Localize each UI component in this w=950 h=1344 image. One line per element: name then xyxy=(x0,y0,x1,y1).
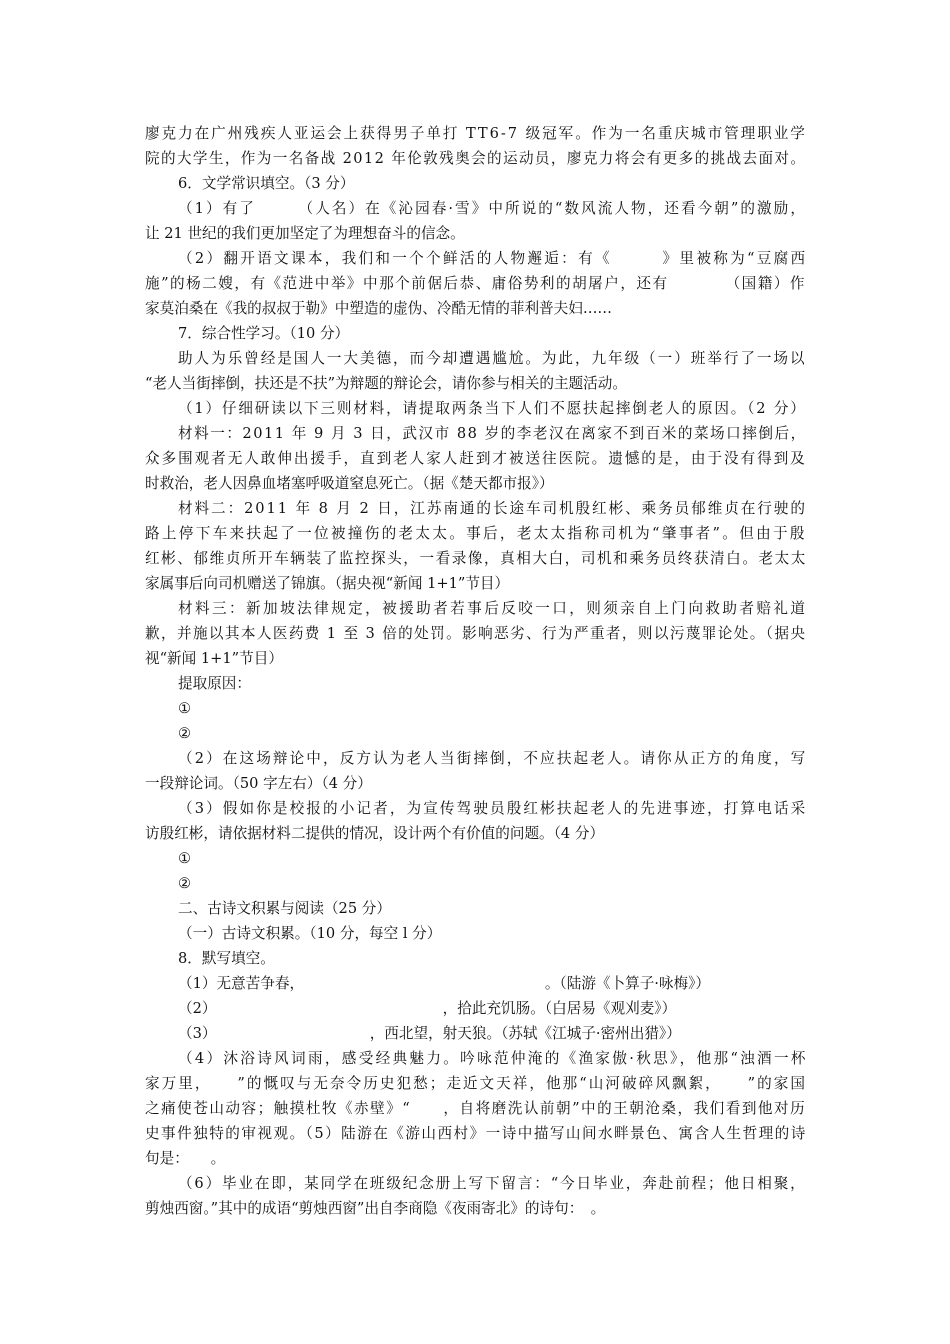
text-line: 提取原因： xyxy=(178,675,251,692)
text-line: 剪烛西窗。”其中的成语“剪烛西窗”出自李商隐《夜雨寄北》的诗句： 。 xyxy=(145,1200,606,1217)
question-heading: 6．文学常识填空。（3 分） xyxy=(178,175,355,192)
question-heading: 7．综合性学习。（10 分） xyxy=(178,325,350,342)
text-line: 助人为乐曾经是国人一大美德，而今却遭遇尴尬。为此，九年级（一）班举行了一场以 xyxy=(178,350,807,367)
text-line: （3） ，西北望，射天狼。（苏轼《江城子·密州出猎》） xyxy=(178,1025,681,1042)
text-line: 廖克力在广州残疾人亚运会上获得男子单打 TT6-7 级冠军。作为一名重庆城市管理职业学 xyxy=(145,125,807,142)
text-line: （3）假如你是校报的小记者，为宣传驾驶员殷红彬扶起老人的先进事迹，打算电话采 xyxy=(178,800,808,817)
text-line: 材料三：新加坡法律规定，被援助者若事后反咬一口，则须亲自上门向救助者赔礼道 xyxy=(178,600,808,617)
answer-marker: ① xyxy=(178,700,192,717)
answer-marker: ① xyxy=(178,850,192,867)
text-line: （1）无意苦争春， 。（陆游《卜算子·咏梅》） xyxy=(178,975,710,992)
question-heading: 8．默写填空。 xyxy=(178,950,275,967)
text-line: （6）毕业在即，某同学在班级纪念册上写下留言：“今日毕业，奔赴前程；他日相聚， xyxy=(178,1175,807,1192)
text-line: 院的大学生，作为一名备战 2012 年伦敦残奥会的运动员，廖克力将会有更多的挑战去面对。 xyxy=(145,150,807,167)
text-line: （4）沐浴诗风词雨，感受经典魅力。吟咏范仲淹的《渔家傲·秋思》，他那“浊酒一杯 xyxy=(178,1050,808,1067)
text-line: “老人当街摔倒，扶还是不扶”为辩题的辩论会，请你参与相关的主题活动。 xyxy=(145,375,627,392)
text-line: 句是： 。 xyxy=(145,1150,226,1167)
text-line: （1）有了 （人名）在《沁园春·雪》中所说的“数风流人物，还看今朝”的激励， xyxy=(178,200,807,217)
text-line: （2）在这场辩论中，反方认为老人当街摔倒，不应扶起老人。请你从正方的角度，写 xyxy=(178,750,808,767)
text-line: （1）仔细研读以下三则材料，请提取两条当下人们不愿扶起摔倒老人的原因。（2 分） xyxy=(178,400,807,417)
text-line: 史事件独特的审视观。（5）陆游在《游山西村》一诗中描写山间水畔景色、寓含人生哲理的诗 xyxy=(145,1125,807,1142)
answer-marker: ② xyxy=(178,725,192,742)
text-line: （2） ，拾此充饥肠。（白居易《观刈麦》） xyxy=(178,1000,677,1017)
text-line: 之痛使苍山动容；触摸杜牧《赤壁》“ ，自将磨洗认前朝”中的王朝沧桑，我们看到他对历 xyxy=(145,1100,807,1117)
text-line: 材料一：2011 年 9 月 3 日，武汉市 88 岁的李老汉在离家不到百米的菜场口摔倒后， xyxy=(178,425,807,442)
section-heading: 二、古诗文积累与阅读（25 分） xyxy=(178,900,391,917)
text-line: 访殷红彬，请依据材料二提供的情况，设计两个有价值的问题。（4 分） xyxy=(145,825,605,842)
text-line: 家属事后向司机赠送了锦旗。（据央视“新闻 1+1”节目） xyxy=(145,575,510,592)
subsection-heading: （一）古诗文积累。（10 分，每空 l 分） xyxy=(178,925,442,942)
text-line: 材料二：2011 年 8 月 2 日，江苏南通的长途车司机殷红彬、乘务员郁维贞在行驶的 xyxy=(178,500,807,517)
text-line: 时救治，老人因鼻血堵塞呼吸道窒息死亡。（据《楚天都市报》） xyxy=(145,475,554,492)
answer-marker: ② xyxy=(178,875,192,892)
text-line: 歉，并施以其本人医药费 1 至 3 倍的处罚。影响恶劣、行为严重者，则以污蔑罪论处。（据央 xyxy=(145,625,807,642)
text-line: 路上停下车来扶起了一位被撞伤的老太太。事后，老太太指称司机为“肇事者”。但由于殷 xyxy=(145,525,807,542)
text-line: 让 21 世纪的我们更加坚定了为理想奋斗的信念。 xyxy=(145,225,465,242)
text-line: 众多围观者无人敢伸出援手，直到老人家人赶到才被送往医院。遗憾的是，由于没有得到及 xyxy=(145,450,807,467)
text-line: 施”的杨二嫂，有《范进中举》中那个前倨后恭、庸俗势利的胡屠户，还有 （国籍）作 xyxy=(145,275,806,292)
text-line: 家莫泊桑在《我的叔叔于勒》中塑造的虚伪、冷酷无情的菲利普夫妇…… xyxy=(145,300,613,317)
text-line: 一段辩论词。（50 字左右）（4 分） xyxy=(145,775,372,792)
text-line: （2）翻开语文课本，我们和一个个鲜活的人物邂逅：有《 》里被称为“豆腐西 xyxy=(178,250,808,267)
text-line: 视“新闻 1+1”节目） xyxy=(145,650,283,667)
text-line: 家万里， ”的慨叹与无奈令历史犯愁；走近文天祥，他那“山河破碎风飘絮， ”的家国 xyxy=(145,1075,807,1092)
text-line: 红彬、郁维贞所开车辆装了监控探头，一看录像，真相大白，司机和乘务员终获清白。老太太 xyxy=(145,550,807,567)
